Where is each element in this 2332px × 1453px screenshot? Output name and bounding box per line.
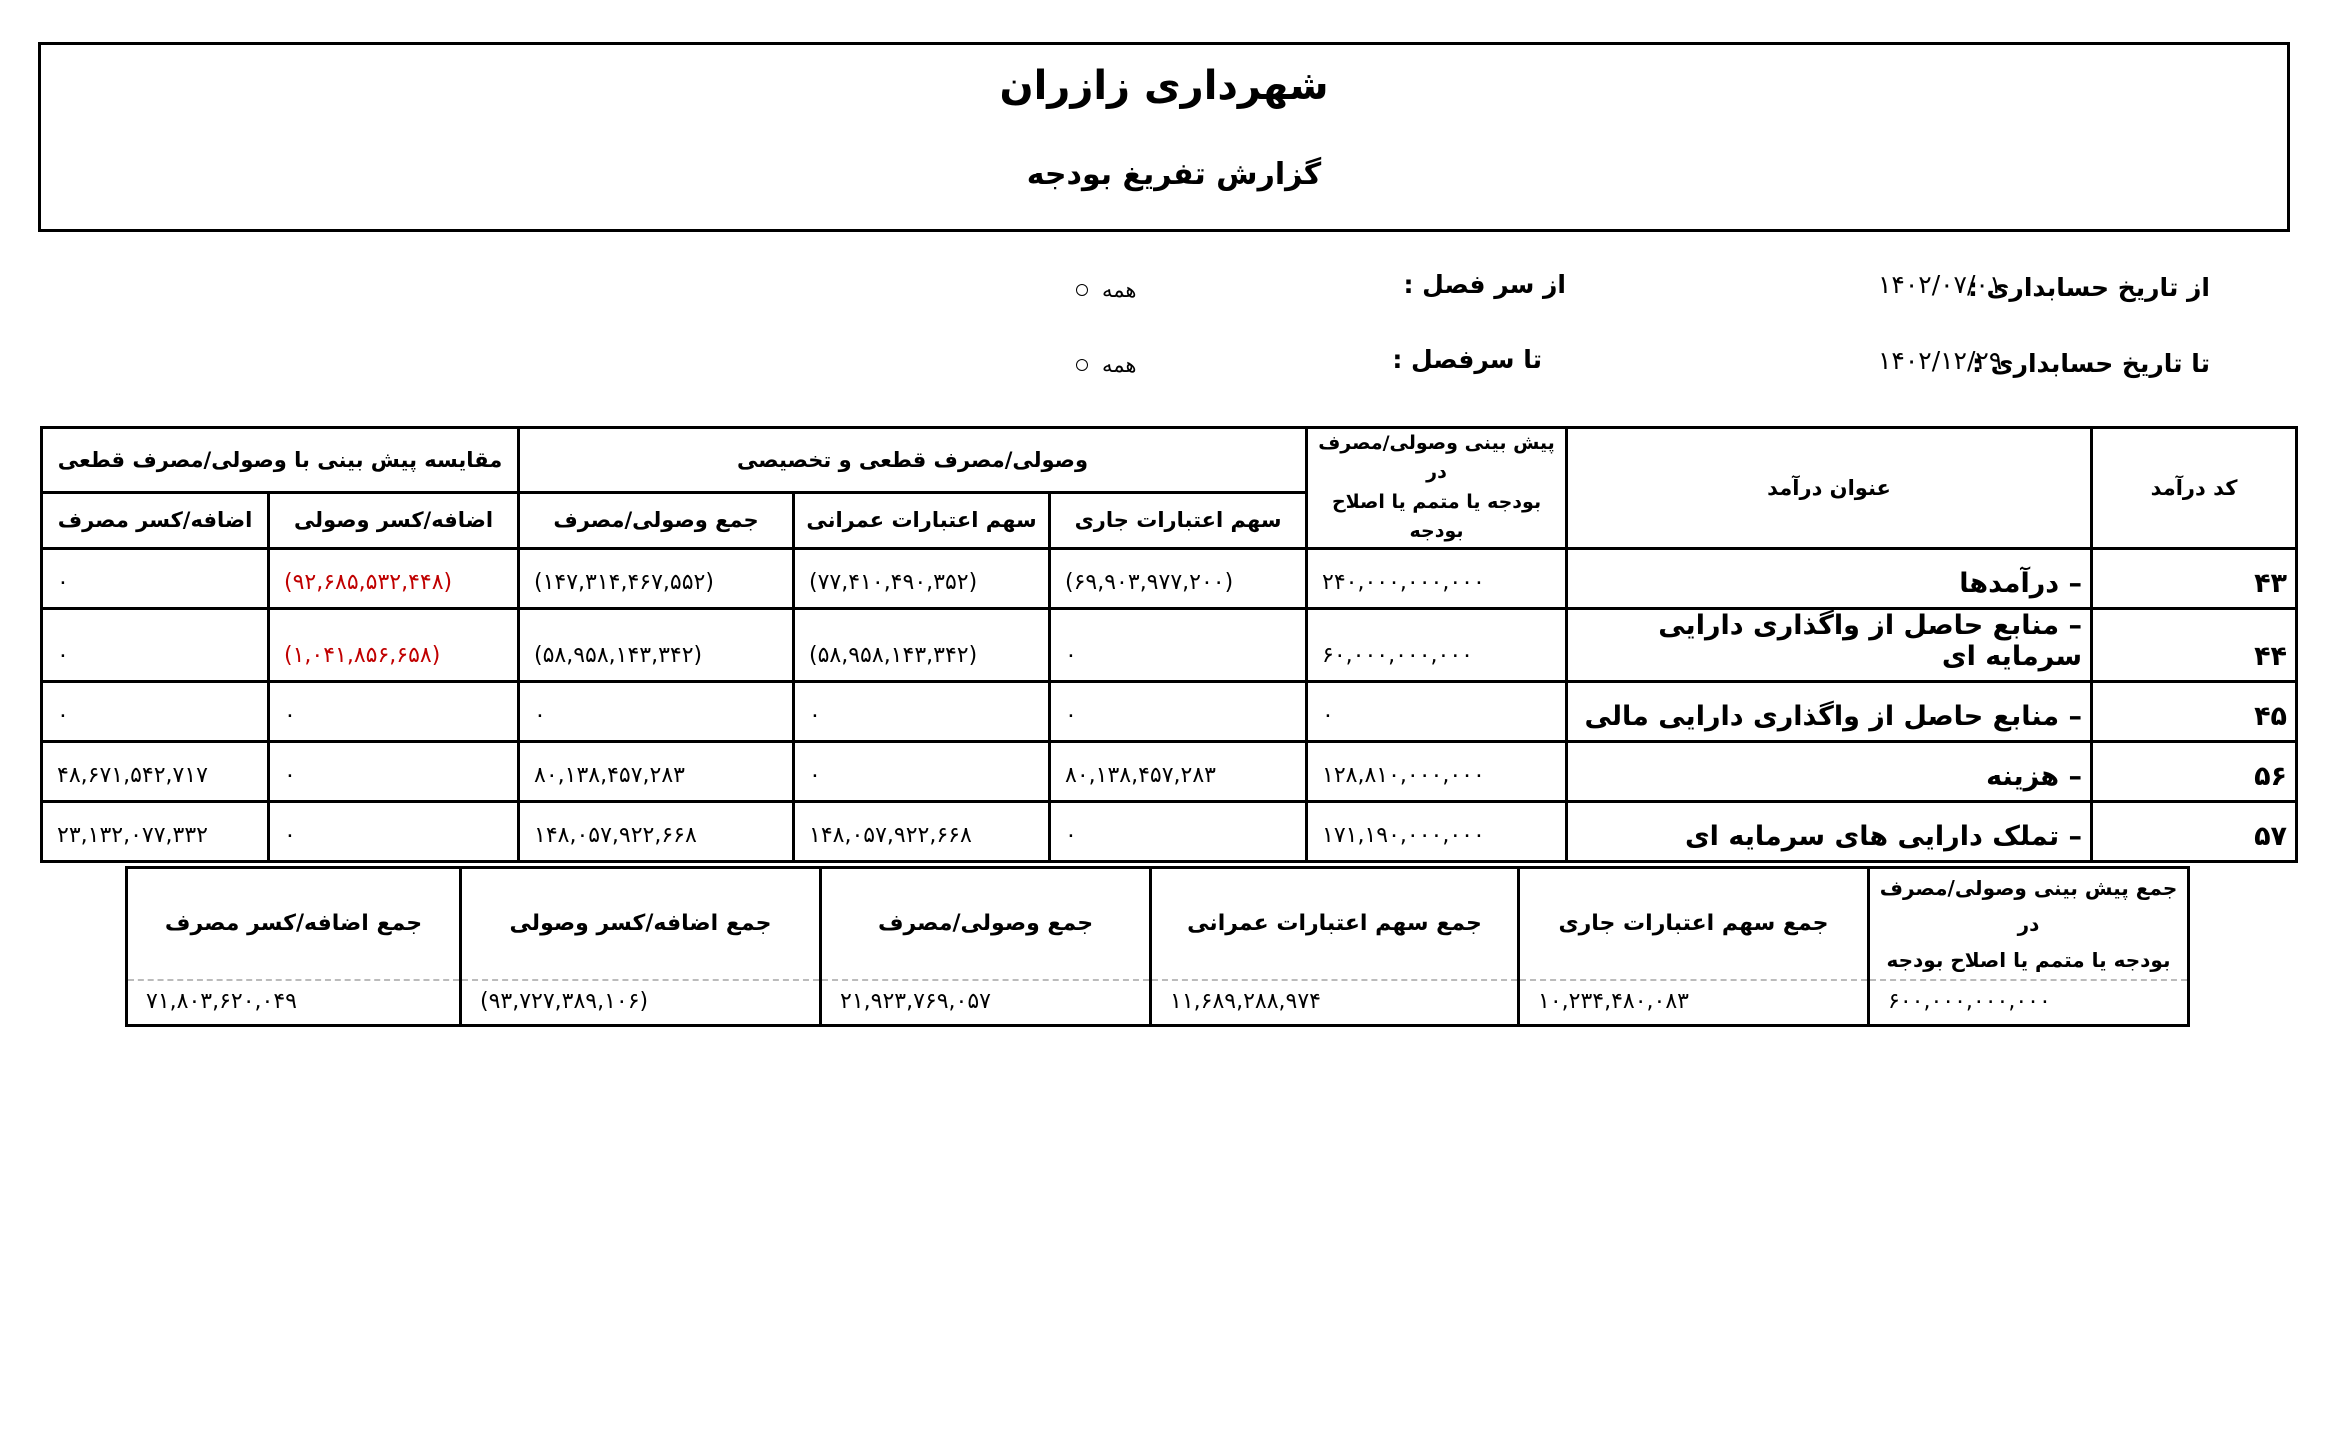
row-title: – منابع حاصل از واگذاری دارایی مالی (1567, 681, 2092, 741)
row-total-actual: ۸۰,۱۳۸,۴۵۷,۲۸۳ (519, 741, 794, 801)
totals-total-actual: ۲۱,۹۲۳,۷۶۹,۰۵۷ (821, 980, 1151, 1025)
header-code: کد درآمد (2092, 428, 2297, 549)
header-forecast-line2: بودجه یا متمم یا اصلاح بودجه (1331, 490, 1542, 543)
report-title: گزارش تفریغ بودجه (1026, 157, 1322, 192)
from-date-label: از تاریخ حسابداری : (1967, 273, 2210, 302)
all-option-label: همه (1102, 278, 1137, 302)
from-chapter-all-option[interactable] (1076, 278, 1136, 302)
row-surplus-receipt: ۰ (269, 801, 519, 861)
row-code: ۵۷ (2092, 801, 2297, 861)
row-forecast: ۶۰,۰۰۰,۰۰۰,۰۰۰ (1307, 608, 1567, 681)
header-total-actual: جمع وصولی/مصرف (519, 492, 794, 548)
header-current-share: سهم اعتبارات جاری (1050, 492, 1307, 548)
totals-forecast: ۶۰۰,۰۰۰,۰۰۰,۰۰۰ (1869, 980, 2189, 1025)
totals-table (125, 866, 2190, 1027)
row-surplus-receipt: ۰ (269, 681, 519, 741)
totals-header-capital-share: جمع سهم اعتبارات عمرانی (1151, 868, 1519, 981)
row-title: – تملک دارایی های سرمایه ای (1567, 801, 2092, 861)
row-surplus-receipt: ۰ (269, 741, 519, 801)
row-capital-share: ۰ (794, 741, 1050, 801)
row-forecast: ۲۴۰,۰۰۰,۰۰۰,۰۰۰ (1307, 548, 1567, 608)
table-row (42, 608, 2297, 681)
organization-name: شهرداری زازران (999, 63, 1329, 109)
row-forecast: ۱۲۸,۸۱۰,۰۰۰,۰۰۰ (1307, 741, 1567, 801)
row-forecast: ۱۷۱,۱۹۰,۰۰۰,۰۰۰ (1307, 801, 1567, 861)
table-row (42, 741, 2297, 801)
row-current-share: ۰ (1050, 801, 1307, 861)
totals-header-forecast: جمع پیش بینی وصولی/مصرف در بودجه یا متمم یا اصلاح بودجه (1869, 868, 2189, 981)
row-capital-share: (۵۸,۹۵۸,۱۴۳,۳۴۲) (794, 608, 1050, 681)
totals-surplus-expense: ۷۱,۸۰۳,۶۲۰,۰۴۹ (127, 980, 461, 1025)
radio-icon[interactable] (1076, 359, 1088, 371)
row-title: – درآمدها (1567, 548, 2092, 608)
header-forecast-line1: پیش بینی وصولی/مصرف در (1318, 432, 1555, 484)
to-chapter-all-option[interactable] (1076, 353, 1136, 377)
row-capital-share: ۰ (794, 681, 1050, 741)
row-title: – منابع حاصل از واگذاری دارایی سرمایه ای (1567, 608, 2092, 681)
row-surplus-expense: ۰ (42, 681, 269, 741)
header-capital-share: سهم اعتبارات عمرانی (794, 492, 1050, 548)
table-row (42, 801, 2297, 861)
row-total-actual: ۰ (519, 681, 794, 741)
row-surplus-expense: ۴۸,۶۷۱,۵۴۲,۷۱۷ (42, 741, 269, 801)
row-current-share: ۰ (1050, 608, 1307, 681)
row-code: ۴۵ (2092, 681, 2297, 741)
totals-header-current-share: جمع سهم اعتبارات جاری (1519, 868, 1869, 981)
header-surplus-receipt: اضافه/کسر وصولی (269, 492, 519, 548)
totals-header-surplus-receipt: جمع اضافه/کسر وصولی (461, 868, 821, 981)
to-date-value: ۱۴۰۲/۱۲/۲۹ (1878, 346, 2003, 375)
to-date-label: تا تاریخ حسابداری : (1971, 349, 2210, 378)
header-comparison-group: مقایسه پیش بینی با وصولی/مصرف قطعی (42, 428, 519, 493)
to-chapter-label: تا سرفصل : (1392, 345, 1542, 374)
row-capital-share: (۷۷,۴۱۰,۴۹۰,۳۵۲) (794, 548, 1050, 608)
row-surplus-receipt: (۱,۰۴۱,۸۵۶,۶۵۸) (269, 608, 519, 681)
header-forecast (1307, 428, 1567, 549)
row-surplus-expense: ۲۳,۱۳۲,۰۷۷,۳۳۲ (42, 801, 269, 861)
totals-header-surplus-expense: جمع اضافه/کسر مصرف (127, 868, 461, 981)
all-option-label: همه (1102, 353, 1137, 377)
totals-current-share: ۱۰,۲۳۴,۴۸۰,۰۸۳ (1519, 980, 1869, 1025)
from-chapter-label: از سر فصل : (1403, 270, 1566, 299)
totals-capital-share: ۱۱,۶۸۹,۲۸۸,۹۷۴ (1151, 980, 1519, 1025)
totals-header-total-actual: جمع وصولی/مصرف (821, 868, 1151, 981)
row-forecast: ۰ (1307, 681, 1567, 741)
row-code: ۴۳ (2092, 548, 2297, 608)
row-surplus-expense: ۰ (42, 548, 269, 608)
row-total-actual: (۵۸,۹۵۸,۱۴۳,۳۴۲) (519, 608, 794, 681)
header-surplus-expense: اضافه/کسر مصرف (42, 492, 269, 548)
from-date-value: ۱۴۰۲/۰۷/۰۱ (1878, 270, 2003, 299)
row-current-share: ۸۰,۱۳۸,۴۵۷,۲۸۳ (1050, 741, 1307, 801)
row-current-share: ۰ (1050, 681, 1307, 741)
radio-icon[interactable] (1076, 284, 1088, 296)
row-title: – هزینه (1567, 741, 2092, 801)
totals-surplus-receipt: (۹۳,۷۲۷,۳۸۹,۱۰۶) (461, 980, 821, 1025)
table-row (42, 548, 2297, 608)
table-row (42, 681, 2297, 741)
row-surplus-expense: ۰ (42, 608, 269, 681)
row-current-share: (۶۹,۹۰۳,۹۷۷,۲۰۰) (1050, 548, 1307, 608)
row-code: ۵۶ (2092, 741, 2297, 801)
row-code: ۴۴ (2092, 608, 2297, 681)
budget-table (40, 426, 2298, 863)
report-header (38, 42, 2290, 232)
row-total-actual: (۱۴۷,۳۱۴,۴۶۷,۵۵۲) (519, 548, 794, 608)
row-capital-share: ۱۴۸,۰۵۷,۹۲۲,۶۶۸ (794, 801, 1050, 861)
row-total-actual: ۱۴۸,۰۵۷,۹۲۲,۶۶۸ (519, 801, 794, 861)
header-actual-group: وصولی/مصرف قطعی و تخصیصی (519, 428, 1307, 493)
header-title: عنوان درآمد (1567, 428, 2092, 549)
row-surplus-receipt: (۹۲,۶۸۵,۵۳۲,۴۴۸) (269, 548, 519, 608)
